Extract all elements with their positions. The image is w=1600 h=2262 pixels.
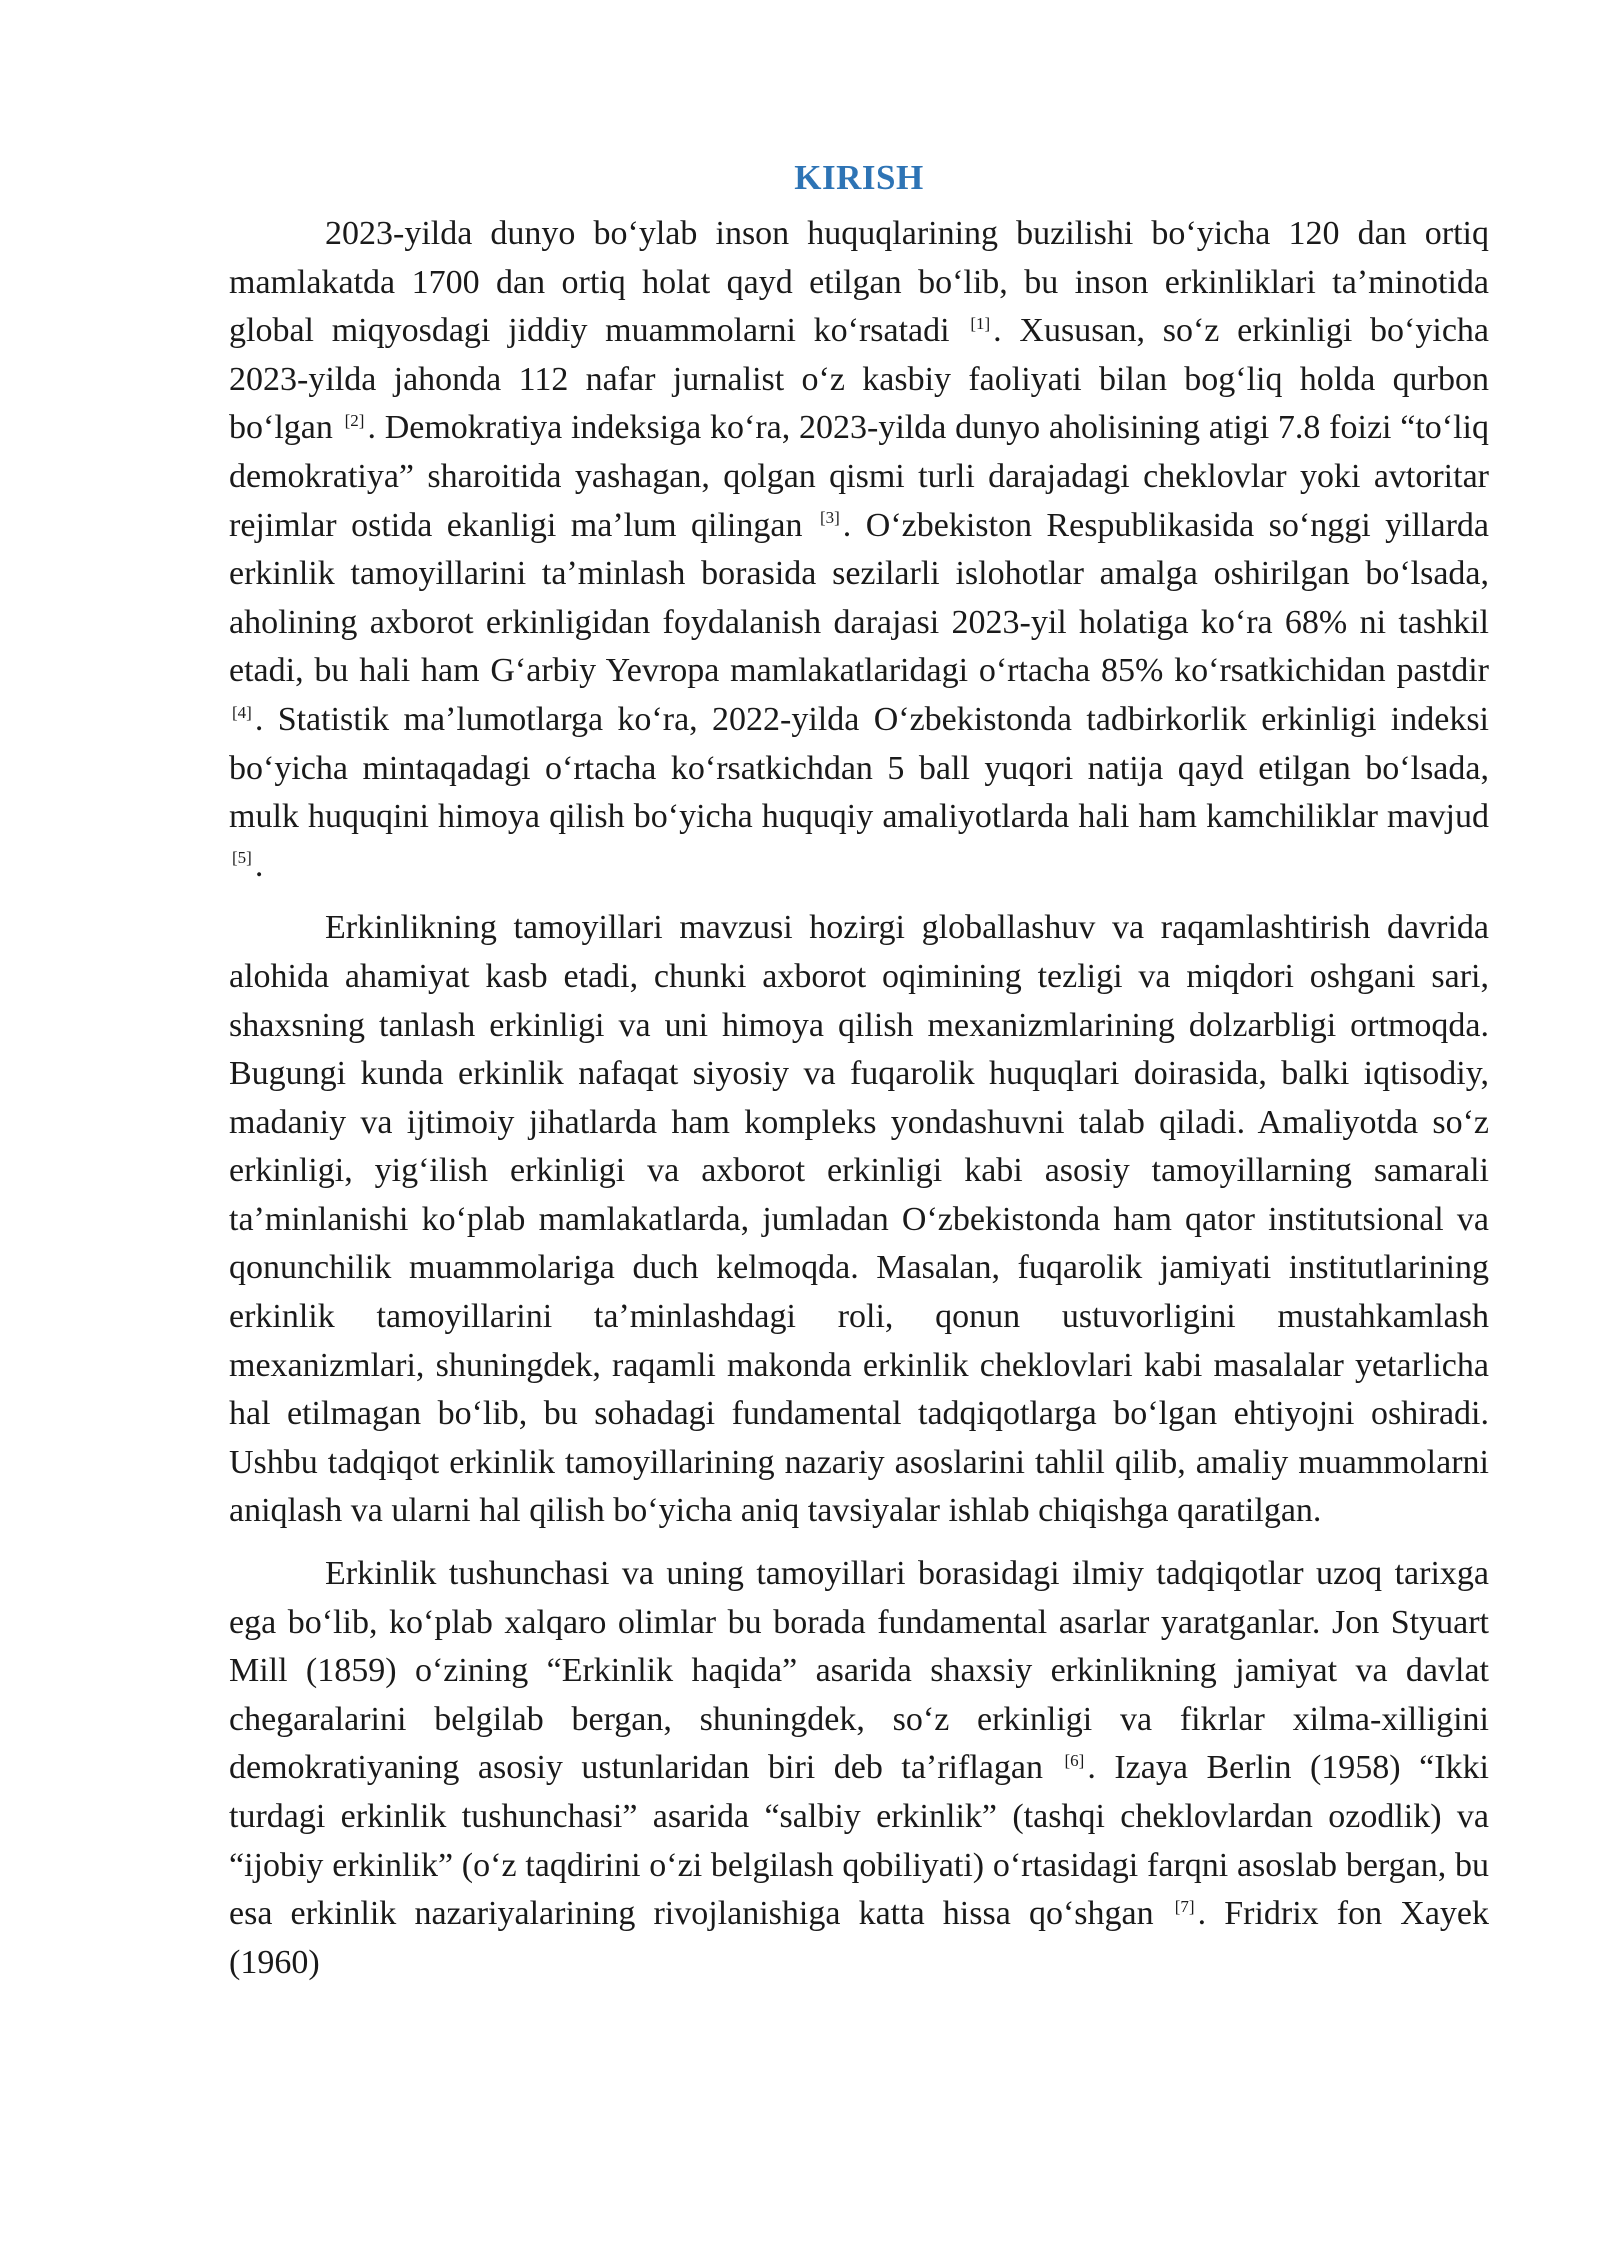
section-heading: KIRISH [794,158,924,197]
paragraph-text: Erkinlik tushunchasi va uning tamoyillari borasidagi ilmiy tadqiqotlar uzoq tarixga ega boʻlib, koʻplab xalqaro olimlar bu borada fundamental asarlar yaratganlar. Jon Styuart Mill (1859) oʻzining “Erkinlik haqida” asarida shaxsiy erkinlikning jamiyat va davlat chegaralarini belgilab bergan, shuningdek, soʻz erkinligi va fikrlar xilma-xilligini demokratiyaning asosiy ustunlaridan biri deb taʼriflagan [229,1555,1489,1787]
document-page [229,148,1489,2001]
paragraph-3 [229,1550,1489,1987]
paragraph-text: Erkinlikning tamoyillari mavzusi hozirgi globallashuv va raqamlashtirish davrida alohida ahamiyat kasb etadi, chunki axborot oqimining tezligi va miqdori oshgani sari, shaxsning tanlash erkinligi va uni himoya qilish mexanizmlarining dolzarbligi ortmoqda. Bugungi kunda erkinlik nafaqat siyosiy va fuqarolik huquqlari doirasida, balki iqtisodiy, madaniy va ijtimoiy jihatlarda ham kompleks yondashuvni talab qiladi. Amaliyotda soʻz erkinligi, yigʻilish erkinligi va axborot erkinligi kabi asosiy tamoyillarning samarali taʼminlanishi koʻplab mamlakatlarda, jumladan Oʻzbekistonda ham qator institutsional va qonunchilik muammolariga duch kelmoqda. Masalan, fuqarolik jamiyati institutlarining erkinlik tamoyillarini taʼminlashdagi roli, qonun ustuvorligini mustahkamlash mexanizmlari, shuningdek, raqamli makonda erkinlik cheklovlari kabi masalalar yetarlicha hal etilmagan boʻlib, bu sohadagi fundamental tadqiqotlarga boʻlgan ehtiyojni oshiradi. Ushbu tadqiqot erkinlik tamoyillarining nazariy asoslarini tahlil qilib, amaliy muammolarni aniqlash va ularni hal qilish boʻyicha aniq tavsiyalar ishlab chiqishga qaratilgan. [229,909,1489,1530]
paragraph-text: . Statistik maʼlumotlarga koʻra, 2022-yilda Oʻzbekistonda tadbirkorlik erkinligi indeksi boʻyicha mintaqadagi oʻrtacha koʻrsatkichdan 5 ball yuqori natija qayd etilgan boʻlsada, mulk huquqini himoya qilish boʻyicha huquqiy amaliyotlarda hali ham kamchiliklar mavjud [229,700,1489,836]
paragraph-1 [229,210,1489,890]
paragraph-text: . Izaya Berlin (1958) “Ikki turdagi erkinlik tushunchasi” asarida “salbiy erkinlik” (tashqi cheklovlardan ozodlik) va “ijobiy erkinlik” (oʻz taqdirini oʻzi belgilash qobiliyati) oʻrtasidagi farqni asoslab bergan, bu esa erkinlik nazariyalarining rivojlanishiga katta hissa qoʻshgan [229,1749,1490,1933]
footnote-ref-2[interactable]: [2] [344,411,365,431]
paragraph-2 [229,904,1489,1536]
footnote-ref-5[interactable]: [5] [232,848,252,868]
paragraph-text: . Xususan, soʻz erkinligi boʻyicha 2023-yilda jahonda 112 nafar jurnalist oʻz kasbiy faoliyati bilan bogʻliq holda qurbon boʻlgan [229,312,1490,447]
footnote-ref-3[interactable]: [3] [819,508,840,528]
paragraph-text: . Oʻzbekiston Respublikasida soʻnggi yillarda erkinlik tamoyillarini taʼminlash borasida sezilarli islohotlar amalga oshirilgan boʻlsada, aholining axborot erkinligidan foydalanish darajasi 2023-yil holatiga koʻra 68% ni tashkil etadi, bu hali ham Gʻarbiy Yevropa mamlakatlaridagi oʻrtacha 85% koʻrsatkichidan pastdir [229,506,1489,690]
paragraph-text: . Demokratiya indeksiga koʻra, 2023-yilda dunyo aholisining atigi 7.8 foizi “toʻliq demokratiya” sharoitida yashagan, qolgan qismi turli darajadagi cheklovlar yoki avtoritar rejimlar ostida ekanligi maʼlum qilingan [229,409,1489,544]
footnote-ref-1[interactable]: [1] [970,313,991,333]
footnote-ref-4[interactable]: [4] [232,702,252,722]
paragraph-text: . Fridrix fon Xayek (1960) [229,1895,1490,1981]
paragraph-text: . [254,846,264,884]
footnote-ref-6[interactable]: [6] [1064,1751,1085,1771]
paragraph-text: 2023-yilda dunyo boʻylab inson huquqlarining buzilishi boʻyicha 120 dan ortiq mamlakatda 1700 dan ortiq holat qayd etilgan boʻlib, bu inson erkinliklari taʼminotida global miqyosdagi jiddiy muammolarni koʻrsatadi [229,215,1489,350]
footnote-ref-7[interactable]: [7] [1174,1896,1195,1916]
